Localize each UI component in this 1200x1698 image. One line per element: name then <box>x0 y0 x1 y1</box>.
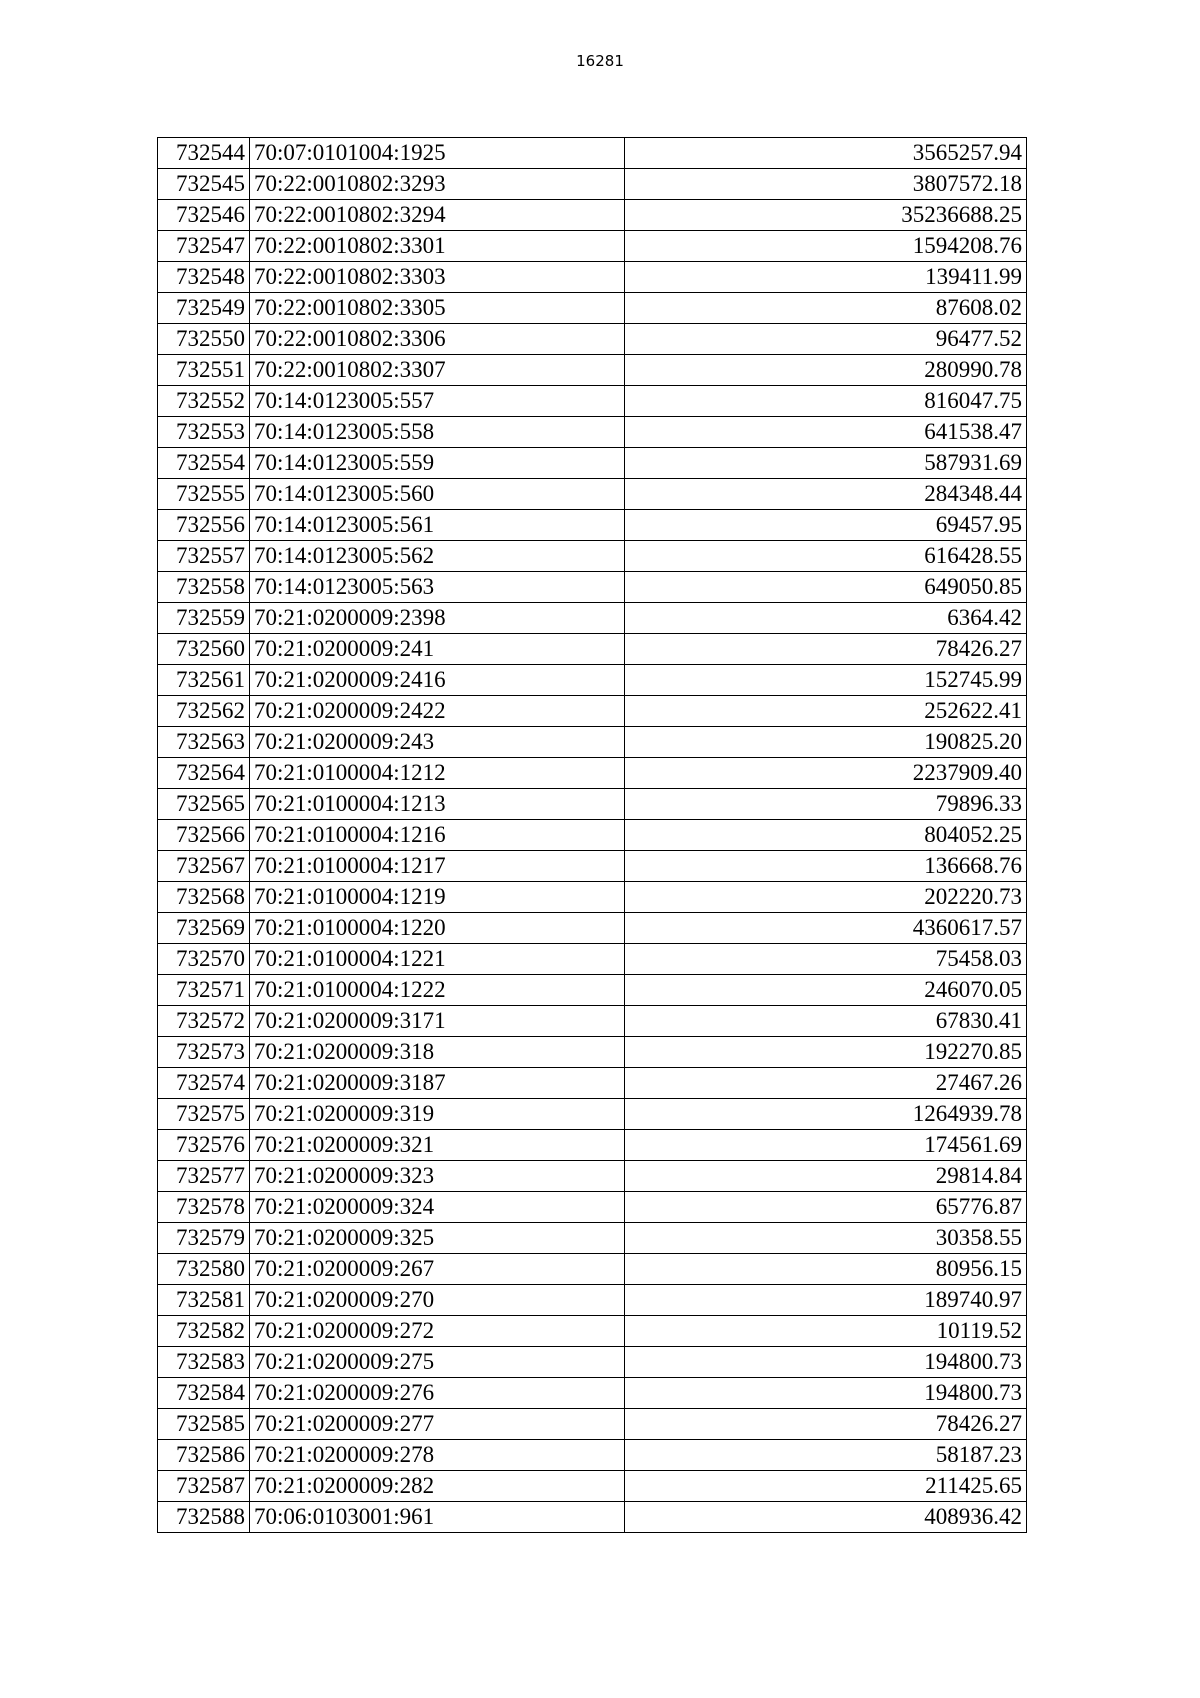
cadastral-number-cell: 70:22:0010802:3305 <box>250 293 625 324</box>
table-row <box>158 789 1027 820</box>
value-cell: 190825.20 <box>625 727 1027 758</box>
row-id-cell: 732556 <box>158 510 250 541</box>
row-id-cell: 732567 <box>158 851 250 882</box>
table-row <box>158 1347 1027 1378</box>
cadastral-number-cell: 70:21:0200009:270 <box>250 1285 625 1316</box>
value-cell: 194800.73 <box>625 1347 1027 1378</box>
cadastral-number-cell: 70:14:0123005:563 <box>250 572 625 603</box>
row-id-cell: 732566 <box>158 820 250 851</box>
cadastral-number-cell: 70:21:0200009:319 <box>250 1099 625 1130</box>
cadastral-number-cell: 70:21:0200009:321 <box>250 1130 625 1161</box>
cadastral-number-cell: 70:21:0200009:267 <box>250 1254 625 1285</box>
table-row <box>158 1254 1027 1285</box>
row-id-cell: 732584 <box>158 1378 250 1409</box>
cadastral-number-cell: 70:07:0101004:1925 <box>250 138 625 169</box>
cadastral-number-cell: 70:06:0103001:961 <box>250 1502 625 1533</box>
cadastral-number-cell: 70:14:0123005:560 <box>250 479 625 510</box>
value-cell: 284348.44 <box>625 479 1027 510</box>
table-row <box>158 1006 1027 1037</box>
table-row <box>158 572 1027 603</box>
row-id-cell: 732586 <box>158 1440 250 1471</box>
table-row <box>158 1378 1027 1409</box>
row-id-cell: 732571 <box>158 975 250 1006</box>
value-cell: 804052.25 <box>625 820 1027 851</box>
table-row <box>158 541 1027 572</box>
cadastral-number-cell: 70:21:0100004:1220 <box>250 913 625 944</box>
cadastral-number-cell: 70:21:0200009:3171 <box>250 1006 625 1037</box>
row-id-cell: 732554 <box>158 448 250 479</box>
value-cell: 27467.26 <box>625 1068 1027 1099</box>
row-id-cell: 732572 <box>158 1006 250 1037</box>
cadastral-number-cell: 70:22:0010802:3306 <box>250 324 625 355</box>
cadastral-number-cell: 70:21:0200009:323 <box>250 1161 625 1192</box>
row-id-cell: 732564 <box>158 758 250 789</box>
table-row <box>158 1037 1027 1068</box>
table-row <box>158 603 1027 634</box>
table-row <box>158 665 1027 696</box>
table-row <box>158 1471 1027 1502</box>
table-row <box>158 1502 1027 1533</box>
row-id-cell: 732550 <box>158 324 250 355</box>
table-row <box>158 913 1027 944</box>
table-row <box>158 510 1027 541</box>
table-row <box>158 417 1027 448</box>
table-row <box>158 262 1027 293</box>
table-row <box>158 696 1027 727</box>
row-id-cell: 732561 <box>158 665 250 696</box>
cadastral-number-cell: 70:21:0200009:275 <box>250 1347 625 1378</box>
cadastral-number-cell: 70:21:0200009:243 <box>250 727 625 758</box>
cadastral-number-cell: 70:14:0123005:561 <box>250 510 625 541</box>
row-id-cell: 732578 <box>158 1192 250 1223</box>
row-id-cell: 732560 <box>158 634 250 665</box>
row-id-cell: 732557 <box>158 541 250 572</box>
value-cell: 2237909.40 <box>625 758 1027 789</box>
row-id-cell: 732585 <box>158 1409 250 1440</box>
cadastral-number-cell: 70:21:0200009:2398 <box>250 603 625 634</box>
cadastral-number-cell: 70:14:0123005:559 <box>250 448 625 479</box>
value-cell: 194800.73 <box>625 1378 1027 1409</box>
value-cell: 67830.41 <box>625 1006 1027 1037</box>
cadastral-number-cell: 70:21:0100004:1222 <box>250 975 625 1006</box>
row-id-cell: 732552 <box>158 386 250 417</box>
table-row <box>158 944 1027 975</box>
value-cell: 96477.52 <box>625 324 1027 355</box>
row-id-cell: 732577 <box>158 1161 250 1192</box>
table-row <box>158 355 1027 386</box>
value-cell: 641538.47 <box>625 417 1027 448</box>
data-table <box>157 137 1027 1533</box>
cadastral-number-cell: 70:21:0100004:1213 <box>250 789 625 820</box>
table-row <box>158 1068 1027 1099</box>
table-row <box>158 231 1027 262</box>
value-cell: 29814.84 <box>625 1161 1027 1192</box>
cadastral-number-cell: 70:21:0100004:1219 <box>250 882 625 913</box>
row-id-cell: 732553 <box>158 417 250 448</box>
cadastral-number-cell: 70:21:0200009:325 <box>250 1223 625 1254</box>
table-row <box>158 1130 1027 1161</box>
cadastral-number-cell: 70:22:0010802:3301 <box>250 231 625 262</box>
value-cell: 408936.42 <box>625 1502 1027 1533</box>
table-row <box>158 448 1027 479</box>
cadastral-number-cell: 70:22:0010802:3303 <box>250 262 625 293</box>
value-cell: 649050.85 <box>625 572 1027 603</box>
cadastral-number-cell: 70:21:0100004:1212 <box>250 758 625 789</box>
row-id-cell: 732570 <box>158 944 250 975</box>
row-id-cell: 732568 <box>158 882 250 913</box>
value-cell: 174561.69 <box>625 1130 1027 1161</box>
value-cell: 79896.33 <box>625 789 1027 820</box>
cadastral-number-cell: 70:21:0200009:276 <box>250 1378 625 1409</box>
cadastral-number-cell: 70:22:0010802:3293 <box>250 169 625 200</box>
cadastral-number-cell: 70:21:0200009:277 <box>250 1409 625 1440</box>
cadastral-number-cell: 70:21:0200009:2422 <box>250 696 625 727</box>
cadastral-number-cell: 70:14:0123005:557 <box>250 386 625 417</box>
table-row <box>158 1192 1027 1223</box>
cadastral-number-cell: 70:21:0200009:278 <box>250 1440 625 1471</box>
cadastral-number-cell: 70:21:0200009:282 <box>250 1471 625 1502</box>
value-cell: 69457.95 <box>625 510 1027 541</box>
row-id-cell: 732546 <box>158 200 250 231</box>
table-row <box>158 1161 1027 1192</box>
row-id-cell: 732555 <box>158 479 250 510</box>
row-id-cell: 732558 <box>158 572 250 603</box>
cadastral-number-cell: 70:14:0123005:562 <box>250 541 625 572</box>
table-row <box>158 1409 1027 1440</box>
row-id-cell: 732548 <box>158 262 250 293</box>
value-cell: 6364.42 <box>625 603 1027 634</box>
row-id-cell: 732575 <box>158 1099 250 1130</box>
value-cell: 616428.55 <box>625 541 1027 572</box>
cadastral-number-cell: 70:21:0100004:1216 <box>250 820 625 851</box>
value-cell: 246070.05 <box>625 975 1027 1006</box>
row-id-cell: 732565 <box>158 789 250 820</box>
value-cell: 189740.97 <box>625 1285 1027 1316</box>
row-id-cell: 732551 <box>158 355 250 386</box>
table-row <box>158 1440 1027 1471</box>
row-id-cell: 732583 <box>158 1347 250 1378</box>
table-row <box>158 1223 1027 1254</box>
cadastral-number-cell: 70:21:0100004:1221 <box>250 944 625 975</box>
value-cell: 75458.03 <box>625 944 1027 975</box>
table-row <box>158 293 1027 324</box>
row-id-cell: 732545 <box>158 169 250 200</box>
value-cell: 1594208.76 <box>625 231 1027 262</box>
value-cell: 80956.15 <box>625 1254 1027 1285</box>
value-cell: 587931.69 <box>625 448 1027 479</box>
row-id-cell: 732576 <box>158 1130 250 1161</box>
table-row <box>158 882 1027 913</box>
value-cell: 152745.99 <box>625 665 1027 696</box>
table-row <box>158 1285 1027 1316</box>
row-id-cell: 732581 <box>158 1285 250 1316</box>
table-row <box>158 820 1027 851</box>
cadastral-number-cell: 70:22:0010802:3307 <box>250 355 625 386</box>
row-id-cell: 732563 <box>158 727 250 758</box>
value-cell: 3807572.18 <box>625 169 1027 200</box>
value-cell: 252622.41 <box>625 696 1027 727</box>
table-row <box>158 758 1027 789</box>
cadastral-number-cell: 70:21:0200009:318 <box>250 1037 625 1068</box>
table-row <box>158 324 1027 355</box>
row-id-cell: 732569 <box>158 913 250 944</box>
value-cell: 3565257.94 <box>625 138 1027 169</box>
cadastral-number-cell: 70:21:0200009:324 <box>250 1192 625 1223</box>
table-row <box>158 479 1027 510</box>
row-id-cell: 732547 <box>158 231 250 262</box>
value-cell: 35236688.25 <box>625 200 1027 231</box>
value-cell: 65776.87 <box>625 1192 1027 1223</box>
value-cell: 30358.55 <box>625 1223 1027 1254</box>
table-row <box>158 975 1027 1006</box>
value-cell: 87608.02 <box>625 293 1027 324</box>
table-row <box>158 1099 1027 1130</box>
table-row <box>158 851 1027 882</box>
row-id-cell: 732562 <box>158 696 250 727</box>
row-id-cell: 732582 <box>158 1316 250 1347</box>
table-row <box>158 1316 1027 1347</box>
table-row <box>158 727 1027 758</box>
value-cell: 816047.75 <box>625 386 1027 417</box>
row-id-cell: 732574 <box>158 1068 250 1099</box>
table-row <box>158 386 1027 417</box>
value-cell: 10119.52 <box>625 1316 1027 1347</box>
value-cell: 4360617.57 <box>625 913 1027 944</box>
row-id-cell: 732587 <box>158 1471 250 1502</box>
value-cell: 211425.65 <box>625 1471 1027 1502</box>
page-number: 16281 <box>576 52 624 70</box>
value-cell: 1264939.78 <box>625 1099 1027 1130</box>
cadastral-number-cell: 70:21:0200009:241 <box>250 634 625 665</box>
row-id-cell: 732544 <box>158 138 250 169</box>
row-id-cell: 732573 <box>158 1037 250 1068</box>
cadastral-number-cell: 70:21:0100004:1217 <box>250 851 625 882</box>
table-body <box>158 138 1027 1533</box>
table-row <box>158 169 1027 200</box>
row-id-cell: 732559 <box>158 603 250 634</box>
value-cell: 58187.23 <box>625 1440 1027 1471</box>
value-cell: 136668.76 <box>625 851 1027 882</box>
value-cell: 202220.73 <box>625 882 1027 913</box>
cadastral-number-cell: 70:21:0200009:272 <box>250 1316 625 1347</box>
row-id-cell: 732579 <box>158 1223 250 1254</box>
value-cell: 280990.78 <box>625 355 1027 386</box>
row-id-cell: 732588 <box>158 1502 250 1533</box>
row-id-cell: 732580 <box>158 1254 250 1285</box>
row-id-cell: 732549 <box>158 293 250 324</box>
value-cell: 78426.27 <box>625 634 1027 665</box>
value-cell: 192270.85 <box>625 1037 1027 1068</box>
table-row <box>158 634 1027 665</box>
cadastral-number-cell: 70:21:0200009:3187 <box>250 1068 625 1099</box>
table-row <box>158 138 1027 169</box>
value-cell: 139411.99 <box>625 262 1027 293</box>
cadastral-number-cell: 70:21:0200009:2416 <box>250 665 625 696</box>
cadastral-number-cell: 70:22:0010802:3294 <box>250 200 625 231</box>
value-cell: 78426.27 <box>625 1409 1027 1440</box>
cadastral-number-cell: 70:14:0123005:558 <box>250 417 625 448</box>
table-row <box>158 200 1027 231</box>
